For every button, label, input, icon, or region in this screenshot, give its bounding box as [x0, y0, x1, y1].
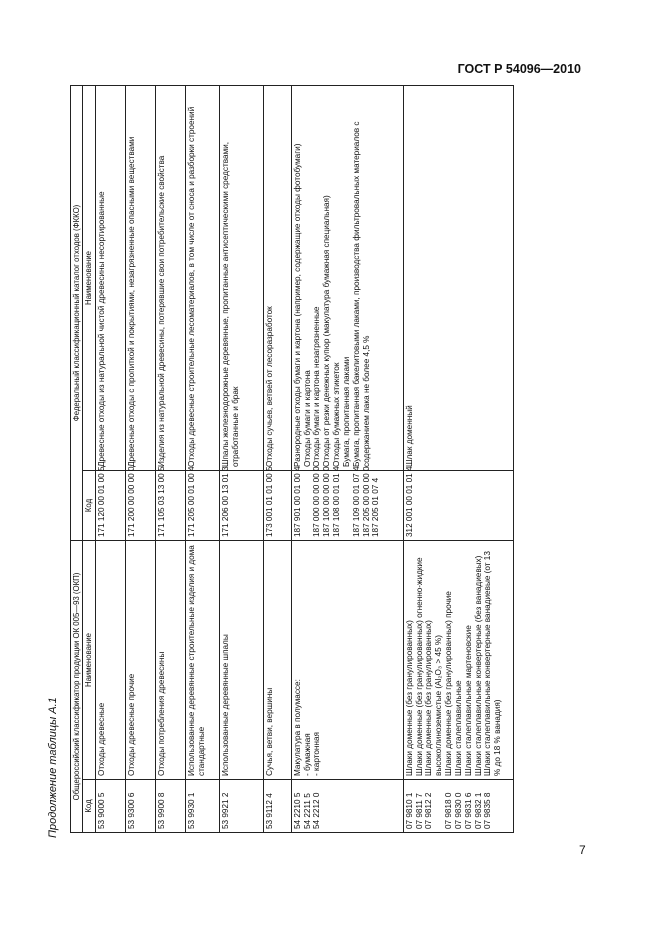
okp-code-cell: [125, 780, 155, 833]
table-row: [185, 85, 219, 832]
okp-group-header: Общероссийский классификатор продукции ОК 005—93 (ОКП): [71, 541, 83, 833]
okp-name-cell-line: Использованные деревянные шпалы: [220, 634, 230, 776]
fkko-name-cell: [403, 85, 513, 470]
fkko-code-cell-line: 187 901 00 01 00 4: [292, 466, 302, 537]
okp-code-cell: [155, 780, 185, 833]
okp-name-header: Наименование: [83, 541, 95, 780]
fkko-code-cell-line: 171 206 00 13 01 3: [220, 466, 230, 537]
okp-code-cell-line: 07 9830 0: [453, 792, 463, 829]
fkko-code-cell-line: 171 205 00 01 00 4: [186, 466, 196, 537]
fkko-code-cell-line: 187 205 00 00 00 0: [361, 466, 371, 537]
okp-name-cell-line: Шлаки сталеплавильные мартеновские: [463, 625, 473, 776]
okp-name-cell: [95, 541, 125, 780]
fkko-code-cell-line: 187 205 01 07 4: [371, 477, 381, 537]
okp-name-cell: [263, 541, 291, 780]
okp-code-cell-line: 07 9811 7: [414, 793, 424, 829]
okp-code-cell-line: 54 2211 5: [302, 793, 312, 829]
okp-code-cell: [263, 780, 291, 833]
fkko-name-cell-line: Древесные отходы из натуральной чистой древесины несортированные: [96, 191, 106, 467]
fkko-name-header: Наименование: [83, 85, 95, 470]
okp-code-cell: [403, 780, 513, 833]
fkko-code-cell-line: 173 001 01 01 00 5: [264, 466, 274, 537]
fkko-code-cell-line: 187 000 00 00 00 0: [312, 466, 322, 537]
okp-code-cell-line: 53 9000 5: [96, 792, 106, 829]
fkko-name-cell-line: Шлак доменный: [404, 405, 414, 467]
fkko-name-cell: [155, 85, 185, 470]
waste-classification-table: [70, 85, 514, 833]
fkko-code-cell-line: 187 100 00 00 00 0: [322, 466, 332, 537]
page-number: 7: [579, 843, 586, 857]
okp-name-cell-line: Шлаки доменные (без гранулированных) огненно-жидкие: [414, 557, 424, 776]
okp-name-cell-line: Шлаки сталеплавильные конвертерные (без ванадиевых): [473, 555, 483, 776]
fkko-name-cell-line: Разнородные отходы бумаги и картона (например, содержащие отходы фотобумаги): [292, 143, 302, 467]
okp-name-cell: [291, 541, 403, 780]
fkko-code-cell-line: 312 001 00 01 01 4: [404, 466, 414, 537]
okp-name-cell: [219, 541, 263, 780]
fkko-name-cell-line: Отходы бумаги и картона незагрязненные: [312, 306, 322, 467]
okp-name-cell-line: Шлаки доменные (без гранулированных) прочие: [444, 591, 454, 776]
fkko-name-cell-line: Отходы бумажных этикеток: [332, 362, 342, 467]
okp-name-cell: [185, 541, 219, 780]
okp-name-cell-line: Использованные деревянные строительные изделия и дома стандартные: [186, 545, 206, 776]
table-row: [219, 85, 263, 832]
table-body: [95, 85, 513, 832]
okp-code-cell-line: 53 9900 8: [156, 792, 166, 829]
fkko-name-cell-line: Изделия из натуральной древесины, потерявшие свои потребительские свойства: [156, 155, 166, 467]
okp-code-cell-line: 53 9921 2: [220, 792, 230, 829]
table-row: [95, 85, 125, 832]
fkko-name-cell-line: Отходы древесные строительные лесоматериалов, в том числе от сноса и разборки строений: [186, 106, 196, 467]
fkko-code-cell: [125, 466, 155, 541]
okp-code-cell-line: 07 9818 0: [444, 792, 454, 829]
table-caption: Продолжение таблицы А.1: [47, 697, 59, 838]
fkko-name-cell: [95, 85, 125, 470]
fkko-name-cell-line: Отходы бумаги и картона: [302, 370, 312, 467]
fkko-code-cell: [95, 466, 125, 541]
fkko-name-cell-line: Шпалы железнодорожные деревянные, пропитанные антисептическими средствами, отработанные и брак: [220, 142, 240, 467]
fkko-name-cell: [263, 85, 291, 470]
okp-code-cell-line: 53 9300 6: [126, 792, 136, 829]
okp-code-cell-line: 07 9810 1: [404, 792, 414, 829]
fkko-name-cell: [219, 85, 263, 470]
okp-name-cell-line: Шлаки сталеплавильные конвертерные ванадиевые (от 13 % до 18 % ванадия): [483, 551, 503, 776]
fkko-name-cell: [125, 85, 155, 470]
fkko-code-cell-line: 171 200 00 00 00 0: [126, 466, 136, 537]
fkko-code-cell: [291, 466, 403, 541]
fkko-code-cell-line: [303, 474, 313, 537]
okp-code-cell-line: 07 9832 1: [473, 792, 483, 829]
fkko-group-header: Федеральный классификационный каталог отходов (ФККО): [71, 85, 83, 540]
fkko-name-cell-line: Отходы от резки денежных купюр (макулатура бумажная специальная): [322, 195, 332, 467]
table-row: [263, 85, 291, 832]
okp-code-cell-line: 53 9930 1: [186, 792, 196, 829]
okp-name-cell-line: Сучья, ветви, вершины: [264, 687, 274, 776]
okp-name-cell: [155, 541, 185, 780]
okp-code-cell-line: 53 9112 4: [264, 793, 274, 829]
okp-code-cell-line: 54 2210 5: [292, 792, 302, 829]
okp-code-cell: [219, 780, 263, 833]
okp-code-cell: [95, 780, 125, 833]
fkko-name-cell: [291, 85, 403, 470]
okp-code-cell-line: 07 9831 6: [463, 792, 473, 829]
fkko-code-cell: [185, 466, 219, 541]
okp-name-cell: [403, 541, 513, 780]
table-row: [403, 85, 513, 832]
fkko-code-cell-line: [342, 474, 352, 537]
fkko-code-cell: [219, 466, 263, 541]
okp-name-cell: [125, 541, 155, 780]
fkko-name-cell-line: Отходы сучьев, ветвей от лесоразработок: [264, 306, 274, 467]
okp-code-cell-line: 54 2212 0: [312, 792, 322, 829]
fkko-code-cell: [155, 466, 185, 541]
okp-code-cell-line: 07 9835 8: [483, 792, 493, 829]
document-standard-number: ГОСТ Р 54096—2010: [457, 62, 581, 76]
okp-name-cell-line: - картонная: [312, 732, 322, 776]
fkko-name-cell-line: Бумага, пропитанная бакелитовыми лаками, производства фильтровальных материалов с содержанием лака не более 4,5 %: [351, 121, 371, 467]
fkko-name-cell: [185, 85, 219, 470]
fkko-code-cell: [403, 466, 513, 541]
fkko-code-cell: [263, 466, 291, 541]
okp-code-cell-line: [434, 783, 444, 829]
fkko-code-cell-line: 187 108 00 01 01 4: [332, 466, 342, 537]
fkko-code-cell-line: 187 109 00 01 07 4: [351, 466, 361, 537]
fkko-code-cell-line: 171 105 03 13 00 5: [156, 466, 166, 537]
okp-name-cell-line: Отходы древесные прочие: [126, 673, 136, 776]
okp-code-header: Код: [83, 780, 95, 833]
okp-name-cell-line: Шлаки сталеплавильные: [453, 680, 463, 776]
fkko-code-header: Код: [83, 471, 95, 541]
okp-name-cell-line: Отходы потребления древесины: [156, 651, 166, 776]
okp-name-cell-line: Шлаки доменные (без гранулированных): [404, 620, 414, 776]
okp-name-cell-line: Шлаки доменные (без гранулированных) высокоглиноземистые (Al₂O₃ > 45 %): [424, 620, 444, 776]
table-row: [155, 85, 185, 832]
fkko-name-cell-line: Древесные отходы с пропиткой и покрытиями, незагрязненные опасными веществами: [126, 136, 136, 467]
fkko-code-cell-line: 171 120 00 01 00 5: [96, 466, 106, 537]
okp-name-cell-line: Отходы древесные: [96, 702, 106, 776]
okp-code-cell: [185, 780, 219, 833]
okp-name-cell-line: - бумажная: [302, 733, 312, 776]
okp-code-cell: [291, 780, 403, 833]
rotated-table-container: [70, 86, 595, 833]
okp-code-cell-line: 07 9812 2: [424, 792, 434, 829]
table-row: [291, 85, 403, 832]
fkko-name-cell-line: Бумага, пропитанная лаками: [341, 356, 351, 467]
table-row: [125, 85, 155, 832]
okp-name-cell-line: Макулатура в полумассе:: [292, 679, 302, 776]
